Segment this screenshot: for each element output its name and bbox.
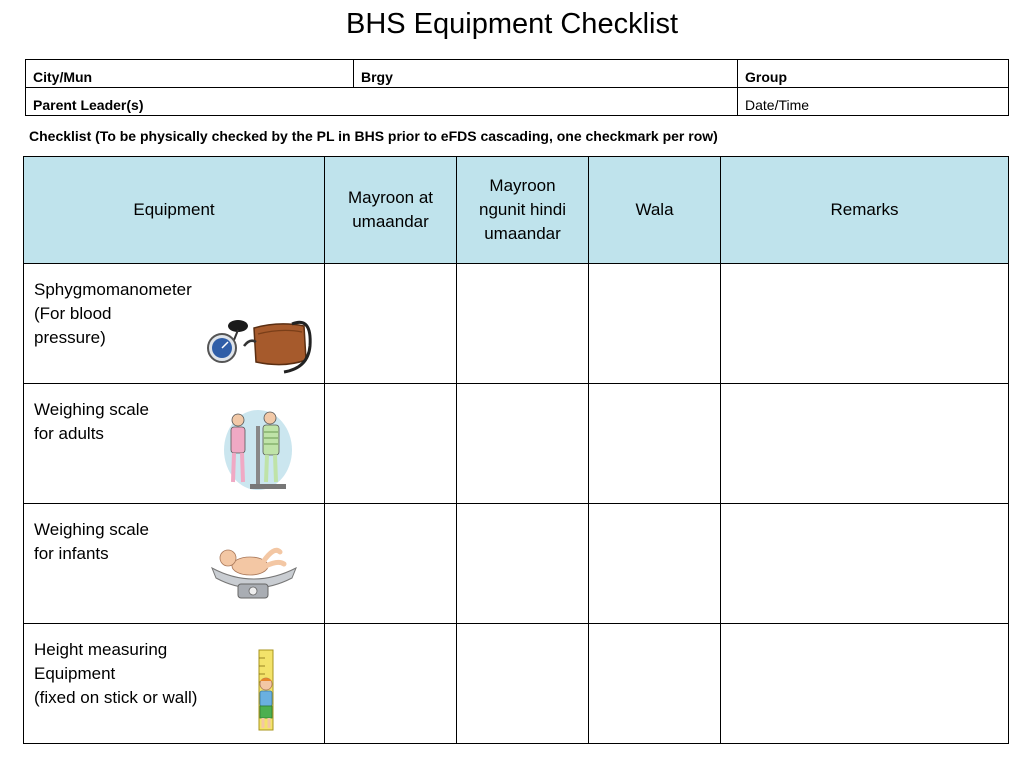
adult-scale-icon xyxy=(220,406,295,494)
equipment-label: Height measuring Equipment (fixed on stick or wall) xyxy=(34,640,198,707)
parent-leader-field[interactable]: Parent Leader(s) xyxy=(26,88,738,116)
col-header-equipment: Equipment xyxy=(24,157,325,264)
info-table xyxy=(25,59,1009,116)
city-mun-field[interactable]: City/Mun xyxy=(26,60,354,88)
date-time-field[interactable]: Date/Time xyxy=(738,88,1009,116)
group-field[interactable]: Group xyxy=(738,60,1009,88)
header-row xyxy=(24,157,1009,264)
working-cell[interactable] xyxy=(325,384,457,504)
height-ruler-icon xyxy=(252,648,280,734)
remarks-cell[interactable] xyxy=(721,504,1009,624)
checklist-table xyxy=(23,156,1009,744)
equipment-cell xyxy=(24,384,325,504)
col-header-remarks: Remarks xyxy=(721,157,1009,264)
checklist-instructions: Checklist (To be physically checked by the PL in BHS prior to eFDS cascading, one checkmark per row) xyxy=(29,128,718,144)
working-cell[interactable] xyxy=(325,264,457,384)
col-header-working: Mayroon at umaandar xyxy=(325,157,457,264)
col-header-none: Wala xyxy=(589,157,721,264)
table-row xyxy=(24,504,1009,624)
not-working-cell[interactable] xyxy=(457,264,589,384)
equipment-label: Weighing scale for infants xyxy=(34,520,149,563)
equipment-label: Weighing scale for adults xyxy=(34,400,149,443)
table-row xyxy=(24,624,1009,744)
infant-scale-icon xyxy=(208,538,298,604)
table-row xyxy=(24,264,1009,384)
not-working-cell[interactable] xyxy=(457,384,589,504)
not-working-cell[interactable] xyxy=(457,624,589,744)
equipment-cell xyxy=(24,504,325,624)
page-title: BHS Equipment Checklist xyxy=(345,8,679,40)
none-cell[interactable] xyxy=(589,624,721,744)
none-cell[interactable] xyxy=(589,504,721,624)
remarks-cell[interactable] xyxy=(721,624,1009,744)
equipment-label: Sphygmomanometer (For blood pressure) xyxy=(34,280,192,347)
not-working-cell[interactable] xyxy=(457,504,589,624)
working-cell[interactable] xyxy=(325,504,457,624)
remarks-cell[interactable] xyxy=(721,264,1009,384)
equipment-cell xyxy=(24,624,325,744)
remarks-cell[interactable] xyxy=(721,384,1009,504)
working-cell[interactable] xyxy=(325,624,457,744)
blood-pressure-cuff-icon xyxy=(204,316,314,376)
brgy-field[interactable]: Brgy xyxy=(354,60,738,88)
none-cell[interactable] xyxy=(589,264,721,384)
equipment-cell xyxy=(24,264,325,384)
none-cell[interactable] xyxy=(589,384,721,504)
col-header-not-working: Mayroon ngunit hindi umaandar xyxy=(457,157,589,264)
table-row xyxy=(24,384,1009,504)
